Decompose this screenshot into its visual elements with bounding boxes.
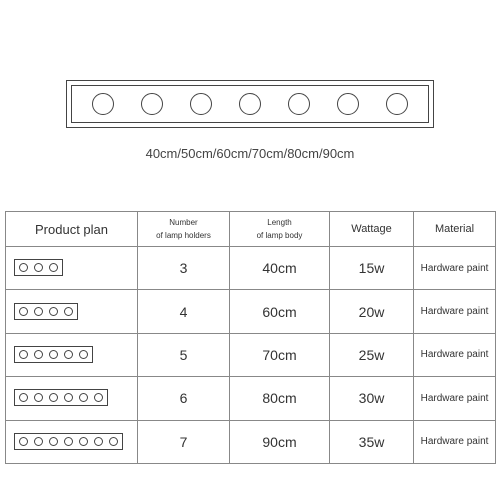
table-header-row (6, 212, 496, 247)
table-row (6, 420, 496, 463)
lamp-holder-icon (19, 350, 28, 359)
lamp-holder-icon (79, 393, 88, 402)
lamp-holder-icon (64, 393, 73, 402)
lamp-diagram (66, 80, 434, 128)
product-plan-cell (6, 333, 138, 376)
table-row (6, 377, 496, 420)
lamp-holder-icon (34, 263, 43, 272)
lamp-plan-icon (14, 433, 123, 450)
lamp-holder-icon (49, 350, 58, 359)
size-options-text: 40cm/50cm/60cm/70cm/80cm/90cm (145, 146, 355, 161)
lamp-holder-icon (34, 307, 43, 316)
holders-cell: 6 (138, 377, 230, 420)
lamp-holder-icon (64, 307, 73, 316)
header-wattage: Wattage (330, 212, 414, 247)
length-cell: 80cm (230, 377, 330, 420)
wattage-cell: 15w (330, 247, 414, 290)
lamp-holder-icon (109, 437, 118, 446)
product-table (5, 211, 496, 464)
wattage-cell: 35w (330, 420, 414, 463)
length-cell: 40cm (230, 247, 330, 290)
lamp-holder-icon (49, 437, 58, 446)
lamp-holder-icon (64, 437, 73, 446)
material-cell: Hardware paint (414, 290, 496, 333)
lamp-body (71, 85, 429, 123)
lamp-holder-icon (94, 437, 103, 446)
lamp-holder-icon (64, 350, 73, 359)
lamp-holder-icon (34, 437, 43, 446)
lamp-holder-icon (386, 93, 408, 115)
holders-cell: 7 (138, 420, 230, 463)
lamp-plan-icon (14, 346, 93, 363)
header-lamp-holders (138, 212, 230, 247)
lamp-holder-icon (49, 263, 58, 272)
lamp-holder-icon (19, 393, 28, 402)
table-row (6, 333, 496, 376)
lamp-holder-icon (19, 263, 28, 272)
product-plan-cell (6, 290, 138, 333)
lamp-holder-icon (19, 437, 28, 446)
lamp-plan-icon (14, 389, 108, 406)
length-cell: 90cm (230, 420, 330, 463)
lamp-holder-icon (94, 393, 103, 402)
wattage-cell: 20w (330, 290, 414, 333)
lamp-holder-icon (49, 393, 58, 402)
lamp-holder-icon (239, 93, 261, 115)
wattage-cell: 30w (330, 377, 414, 420)
lamp-holder-icon (92, 93, 114, 115)
lamp-holder-icon (19, 307, 28, 316)
header-body-length (230, 212, 330, 247)
header-lamp-holders-line1: Number (169, 218, 198, 227)
product-plan-cell (6, 420, 138, 463)
material-cell: Hardware paint (414, 420, 496, 463)
length-cell: 70cm (230, 333, 330, 376)
lamp-holder-icon (141, 93, 163, 115)
holders-cell: 5 (138, 333, 230, 376)
material-cell: Hardware paint (414, 377, 496, 420)
material-cell: Hardware paint (414, 247, 496, 290)
header-material: Material (414, 212, 496, 247)
lamp-holder-icon (34, 350, 43, 359)
table-row (6, 290, 496, 333)
header-product-plan: Product plan (6, 212, 138, 247)
material-cell: Hardware paint (414, 333, 496, 376)
header-body-length-line2: of lamp body (256, 231, 303, 240)
lamp-holder-icon (288, 93, 310, 115)
length-cell: 60cm (230, 290, 330, 333)
table-row (6, 247, 496, 290)
product-plan-cell (6, 377, 138, 420)
lamp-holder-icon (79, 350, 88, 359)
wattage-cell: 25w (330, 333, 414, 376)
lamp-holder-icon (337, 93, 359, 115)
lamp-plan-icon (14, 303, 78, 320)
lamp-plan-icon (14, 259, 63, 276)
header-lamp-holders-line2: of lamp holders (156, 231, 211, 240)
lamp-holder-icon (49, 307, 58, 316)
lamp-holder-icon (79, 437, 88, 446)
lamp-holder-icon (34, 393, 43, 402)
holders-cell: 3 (138, 247, 230, 290)
holders-cell: 4 (138, 290, 230, 333)
lamp-holder-icon (190, 93, 212, 115)
header-body-length-line1: Length (267, 218, 292, 227)
product-plan-cell (6, 247, 138, 290)
